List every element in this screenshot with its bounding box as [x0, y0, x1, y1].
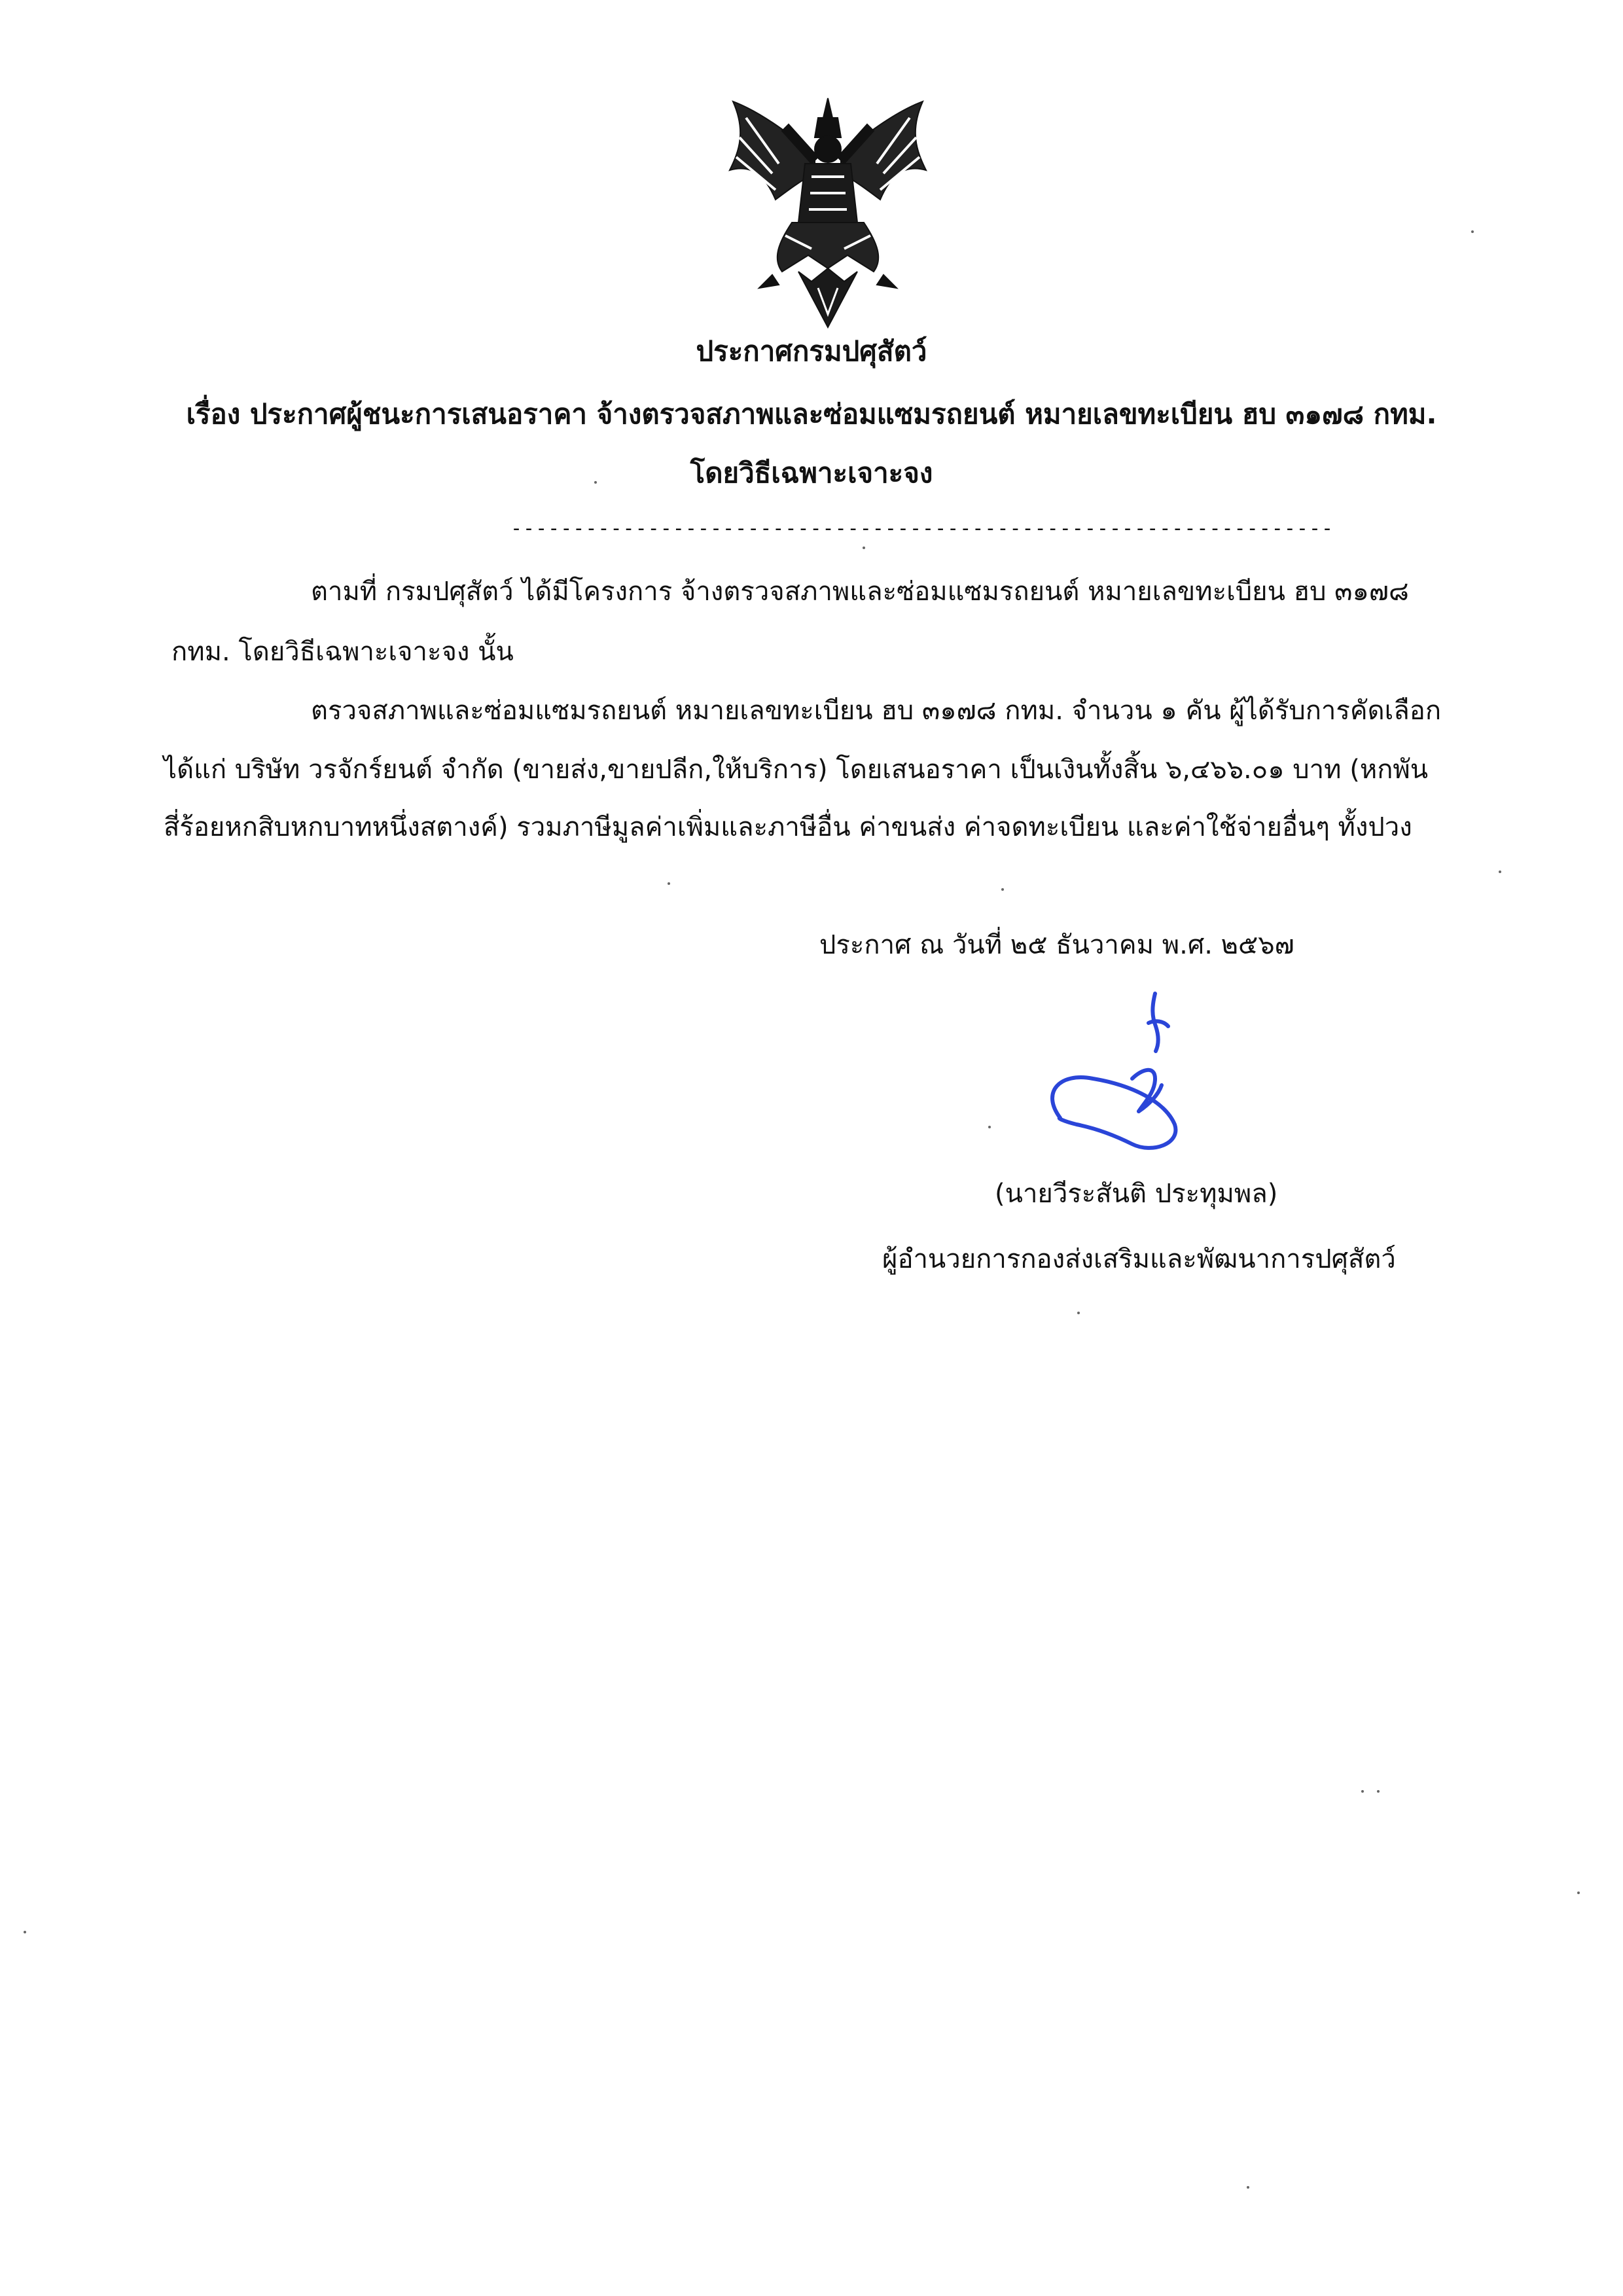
scan-speck [1077, 1312, 1080, 1314]
scan-speck [24, 1931, 26, 1933]
scan-speck [988, 1126, 991, 1128]
garuda-emblem-icon [720, 92, 936, 334]
paragraph-1-line-1: ตามที่ กรมปศุสัตว์ ได้มีโครงการ จ้างตรวจสภาพและซ่อมแซมรถยนต์ หมายเลขทะเบียน ฮบ ๓๑๗๘ [311, 577, 1409, 607]
announcement-subject: เรื่อง ประกาศผู้ชนะการเสนอราคา จ้างตรวจสภาพและซ่อมแซมรถยนต์ หมายเลขทะเบียน ฮบ ๓๑๗๘ กทม. [186, 398, 1437, 430]
scan-speck [668, 882, 670, 885]
announcement-date: ประกาศ ณ วันที่ ๒๕ ธันวาคม พ.ศ. ๒๕๖๗ [819, 930, 1294, 960]
section-divider: ------------------------------------------------------------------ [510, 517, 1334, 540]
scan-speck [594, 481, 597, 484]
scan-speck [1499, 870, 1501, 873]
scan-speck [1577, 1892, 1580, 1894]
announcement-title: ประกาศกรมปศุสัตว์ [696, 335, 927, 367]
scan-speck [1377, 1790, 1380, 1793]
scan-speck [1361, 1790, 1364, 1793]
signer-name: (นายวีระสันติ ประทุมพล) [995, 1179, 1278, 1209]
paragraph-2-line-3: สี่ร้อยหกสิบหกบาทหนึ่งสตางค์) รวมภาษีมูลค่าเพิ่มและภาษีอื่น ค่าขนส่ง ค่าจดทะเบียน และค่าใช้จ่ายอื่นๆ ทั้งปวง [164, 812, 1412, 842]
paragraph-2-line-1: ตรวจสภาพและซ่อมแซมรถยนต์ หมายเลขทะเบียน ฮบ ๓๑๗๘ กทม. จำนวน ๑ คัน ผู้ได้รับการคัดเลือก [311, 696, 1442, 726]
scan-speck [1001, 888, 1004, 891]
procurement-method: โดยวิธีเฉพาะเจาะจง [690, 457, 933, 489]
paragraph-1-line-2: กทม. โดยวิธีเฉพาะเจาะจง นั้น [171, 637, 514, 667]
scan-speck [1471, 230, 1474, 233]
signature-image [1034, 987, 1211, 1164]
paragraph-2-line-2: ได้แก่ บริษัท วรจักร์ยนต์ จำกัด (ขายส่ง,ขายปลีก,ให้บริการ) โดยเสนอราคา เป็นเงินทั้งสิ้น ๖,๔๖๖.๐๑ บาท (หกพัน [164, 755, 1429, 785]
signer-position: ผู้อำนวยการกองส่งเสริมและพัฒนาการปศุสัตว์ [882, 1244, 1396, 1274]
scan-speck [863, 547, 865, 549]
scan-speck [1247, 2186, 1249, 2189]
